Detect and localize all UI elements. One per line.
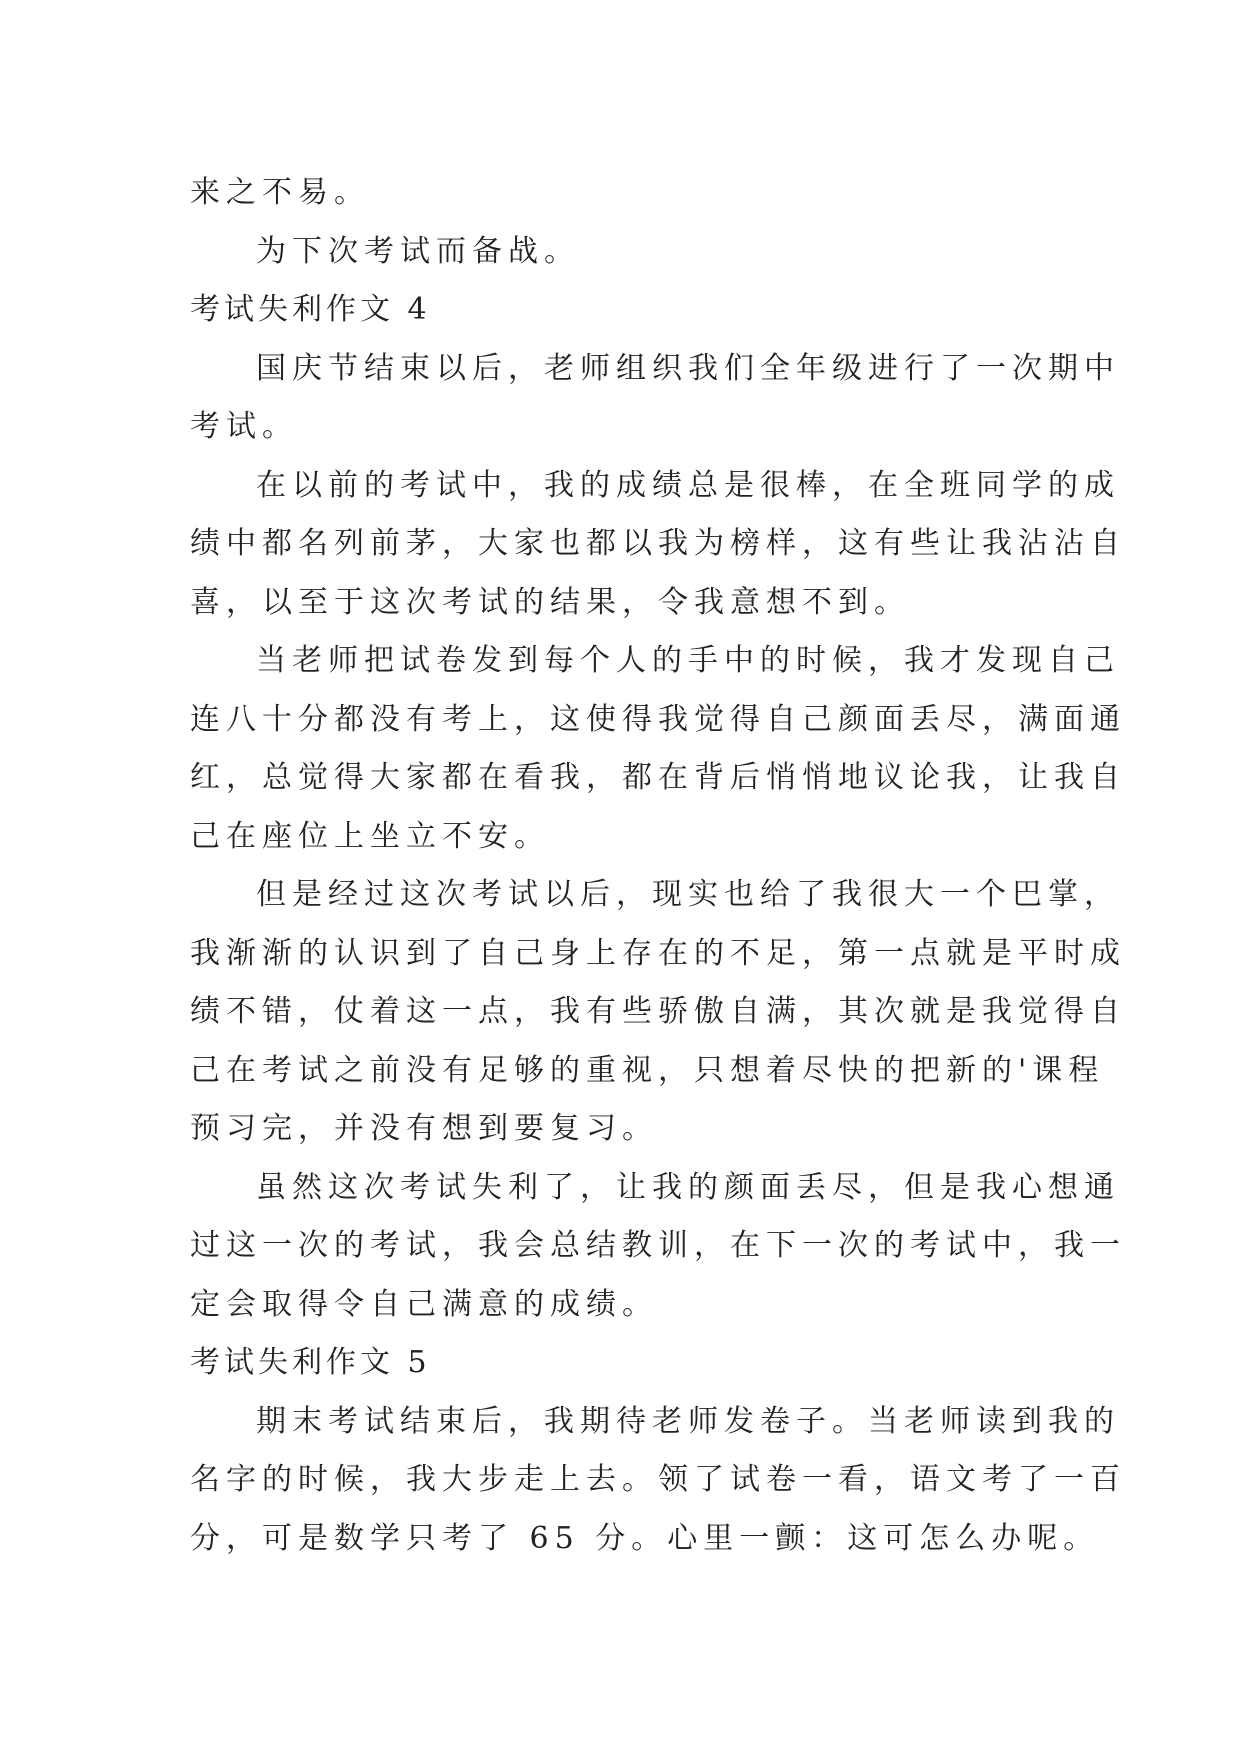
document-page	[190, 164, 1126, 1568]
text-line: 为下次考试而备战。	[256, 233, 580, 269]
text-line: 己在座位上坐立不安。	[190, 818, 550, 854]
text-line: 红，总觉得大家都在看我，都在背后悄悄地议论我，让我自	[190, 760, 1126, 795]
text-line: 虽然这次考试失利了，让我的颜面丢尽，但是我心想通	[256, 1169, 1120, 1205]
text-line: 连八十分都没有考上，这使得我觉得自己颜面丢尽，满面通	[190, 701, 1126, 737]
text-line: 预习完，并没有想到要复习。	[190, 1111, 658, 1146]
text-line: 当老师把试卷发到每个人的手中的时候，我才发现自己	[256, 643, 1120, 678]
text-line: 分，可是数学只考了 65 分。心里一颤：这可怎么办呢。	[190, 1520, 1100, 1556]
text-line: 己在考试之前没有足够的重视，只想着尽快的把新的'课程	[190, 1052, 1105, 1088]
text-line: 名字的时候，我大步走上去。领了试卷一看，语文考了一百	[190, 1462, 1126, 1497]
text-line: 我渐渐的认识到了自己身上存在的不足，第一点就是平时成	[190, 935, 1126, 971]
text-line: 来之不易。	[190, 175, 370, 210]
text-line: 过这一次的考试，我会总结教训，在下一次的考试中，我一	[190, 1228, 1126, 1263]
text-line: 期末考试结束后，我期待老师发卷子。当老师读到我的	[256, 1403, 1120, 1439]
text-line: 国庆节结束以后，老师组织我们全年级进行了一次期中	[256, 350, 1120, 386]
text-line: 在以前的考试中，我的成绩总是很棒，在全班同学的成	[256, 467, 1120, 503]
text-line: 考试。	[190, 409, 298, 444]
text-line: 定会取得令自己满意的成绩。	[190, 1286, 658, 1322]
text-line: 绩不错，仗着这一点，我有些骄傲自满，其次就是我觉得自	[190, 994, 1126, 1029]
section-heading: 考试失利作文 4	[190, 292, 431, 327]
text-line: 绩中都名列前茅，大家也都以我为榜样，这有些让我沾沾自	[190, 526, 1126, 561]
text-line: 但是经过这次考试以后，现实也给了我很大一个巴掌，	[256, 877, 1120, 912]
text-line: 喜，以至于这次考试的结果，令我意想不到。	[190, 584, 910, 620]
section-heading: 考试失利作文 5	[190, 1345, 431, 1380]
